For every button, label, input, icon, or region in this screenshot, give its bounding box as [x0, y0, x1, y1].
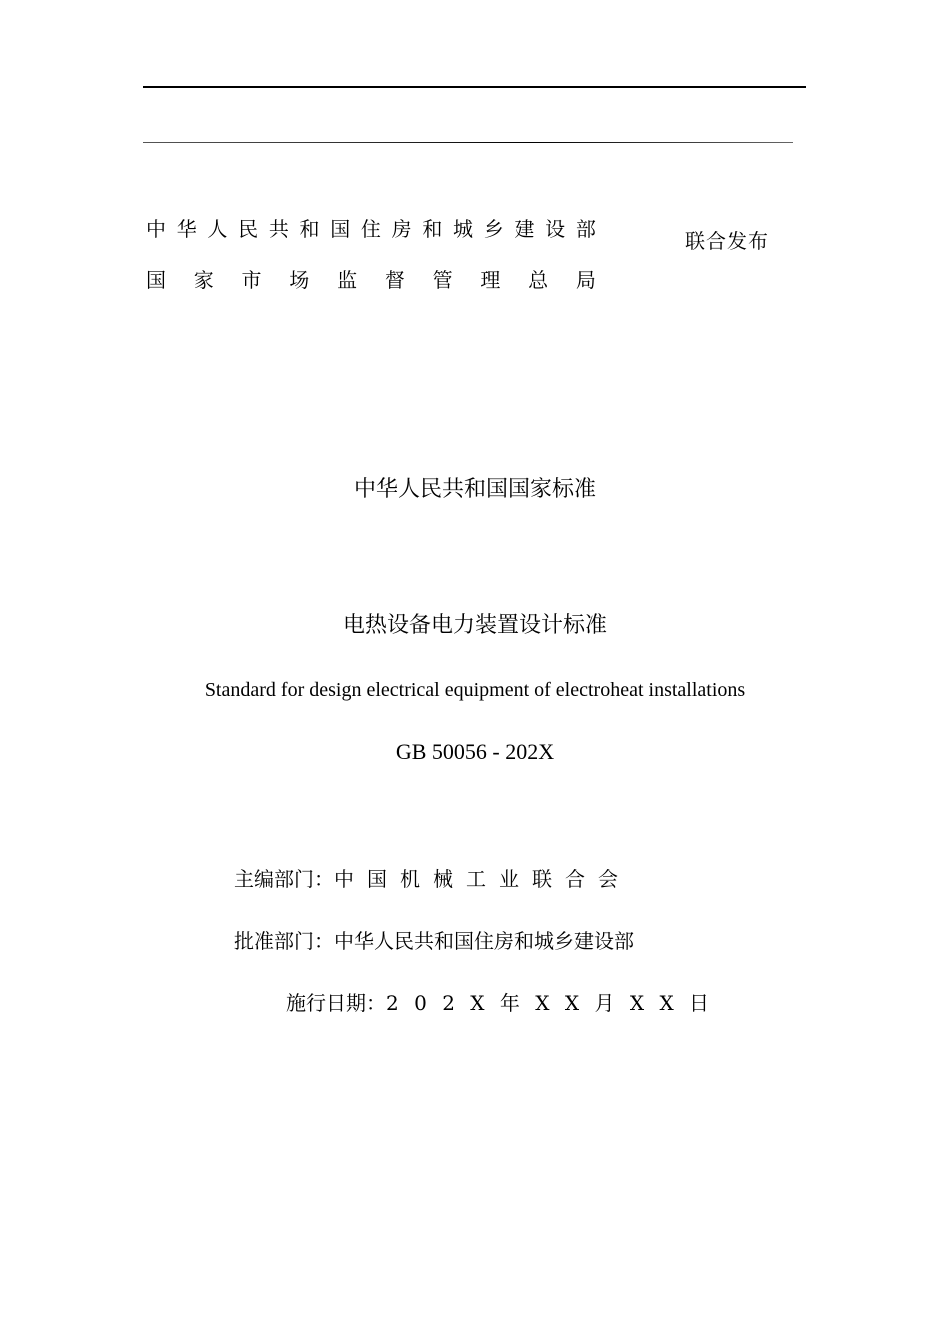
issuer-char: 和 [422, 217, 443, 241]
issuer-char: 设 [545, 217, 566, 241]
approval-row [234, 928, 634, 954]
date-part: 2 [386, 991, 399, 1015]
issuer-char: 督 [384, 268, 405, 292]
issuer-char: 乡 [483, 217, 504, 241]
value-char: 国 [367, 867, 387, 891]
chief-editor-row [234, 866, 618, 892]
value-char: 业 [499, 867, 519, 891]
date-part: 0 [414, 991, 427, 1015]
issuer-char: 理 [480, 268, 501, 292]
joint-publication-label: 联合发布 [685, 229, 769, 253]
effective-date-row [286, 990, 709, 1016]
issuer-char: 家 [193, 268, 214, 292]
issuer-char: 市 [241, 268, 262, 292]
issuer-char: 建 [514, 217, 535, 241]
date-part: 2 [442, 991, 455, 1015]
issuer-char: 华 [176, 217, 197, 241]
date-part: X [629, 991, 645, 1015]
issuer-char: 共 [268, 217, 289, 241]
value-char: 工 [466, 867, 486, 891]
issuer-char: 和 [299, 217, 320, 241]
approval-label: 批准部门： [234, 929, 334, 953]
approval-value: 中华人民共和国住房和城乡建设部 [334, 929, 634, 953]
date-part: X [659, 991, 674, 1015]
issuer-char: 国 [146, 268, 166, 292]
standard-code: GB 50056 - 202X [395, 739, 555, 764]
issuer-char: 部 [575, 217, 596, 241]
value-char: 械 [433, 867, 453, 891]
effective-date-label: 施行日期： [286, 991, 386, 1015]
issuer-char: 民 [238, 217, 259, 241]
value-char: 中 [334, 867, 354, 891]
date-part: 月 [594, 991, 615, 1015]
issuer-char: 局 [575, 268, 596, 292]
second-rule-line [143, 142, 793, 143]
value-char: 会 [598, 867, 618, 891]
chief-editor-label: 主编部门： [234, 867, 334, 891]
value-char: 联 [532, 867, 552, 891]
value-char: 合 [565, 867, 585, 891]
issuer-char: 住 [360, 217, 381, 241]
national-standard-heading: 中华人民共和国国家标准 [353, 477, 596, 502]
standard-title-english: Standard for design electrical equipment of electroheat installations [204, 679, 746, 701]
value-char: 机 [400, 867, 420, 891]
issuer-char: 场 [289, 268, 310, 292]
issuer-char: 国 [330, 217, 351, 241]
date-part: 日 [689, 991, 710, 1015]
issuer-char: 监 [337, 268, 358, 292]
date-part: X [535, 991, 550, 1015]
issuer-char: 城 [453, 217, 474, 241]
chief-editor-value [334, 866, 618, 892]
date-part: X [564, 991, 580, 1015]
date-part: X [470, 991, 485, 1015]
issuer-char: 总 [528, 268, 549, 292]
issuer-char: 房 [391, 217, 412, 241]
issuer-char: 中 [146, 217, 166, 241]
effective-date-value [386, 990, 709, 1016]
issuer-char: 管 [432, 268, 453, 292]
top-rule-line [143, 86, 806, 88]
date-part: 年 [499, 991, 520, 1015]
issuer-market-regulation [146, 268, 596, 292]
issuer-ministry-housing [146, 217, 596, 241]
standard-title-chinese: 电热设备电力装置设计标准 [342, 613, 607, 638]
issuer-char: 人 [207, 217, 228, 241]
